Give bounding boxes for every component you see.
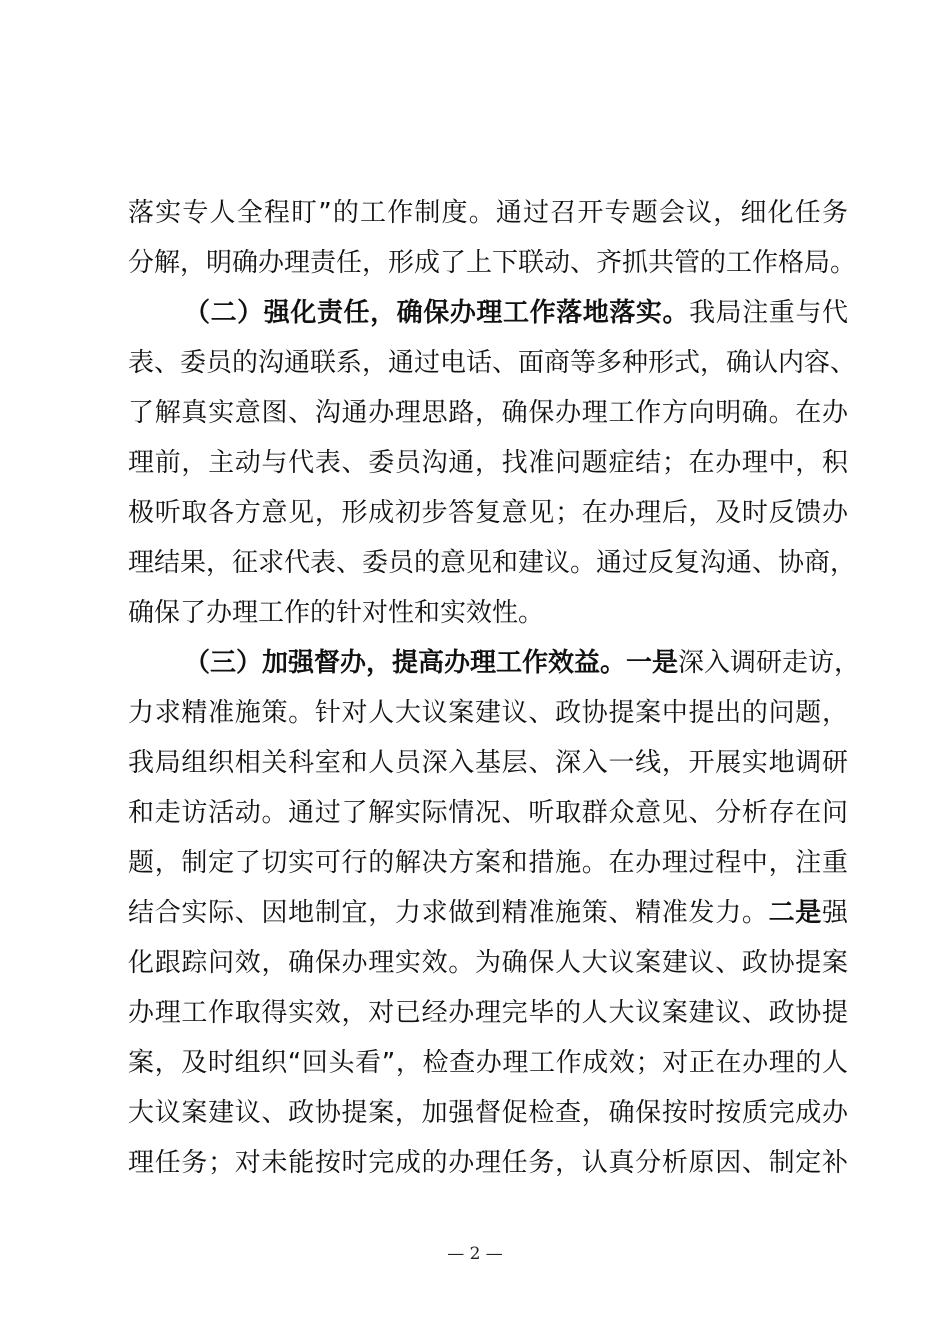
text-segment: 化跟踪问效，确保办理实效。为确保人大议案建议、政协提案 bbox=[128, 948, 848, 978]
text-line bbox=[128, 438, 848, 488]
text-segment: 深入调研走访， bbox=[678, 648, 861, 678]
page-number: — 2 — bbox=[447, 1244, 503, 1264]
bold-text-segment: （三）加强督办，提高办理工作效益。一是 bbox=[184, 648, 679, 678]
text-segment: 理任务；对未能按时完成的办理任务，认真分析原因、制定补 bbox=[128, 1148, 848, 1178]
text-line bbox=[128, 788, 848, 838]
text-line bbox=[128, 988, 848, 1038]
text-line bbox=[128, 1038, 848, 1088]
text-line bbox=[128, 838, 848, 888]
text-segment: 结合实际、因地制宜，力求做到精准施策、精准发力。 bbox=[128, 898, 769, 928]
text-line bbox=[128, 388, 848, 438]
text-segment: 大议案建议、政协提案，加强督促检查，确保按时按质完成办 bbox=[128, 1098, 848, 1128]
text-segment: 分解，明确办理责任，形成了上下联动、齐抓共管的工作格局。 bbox=[128, 248, 857, 278]
text-segment: 理前，主动与代表、委员沟通，找准问题症结；在办理中，积 bbox=[128, 448, 848, 478]
text-segment: 落实专人全程盯”的工作制度。通过召开专题会议，细化任务 bbox=[128, 198, 848, 228]
text-segment: 办理工作取得实效，对已经办理完毕的人大议案建议、政协提 bbox=[128, 998, 848, 1028]
bold-text-segment: （二）强化责任，确保办理工作落地落实。 bbox=[184, 298, 690, 328]
text-line bbox=[128, 738, 848, 788]
text-line bbox=[128, 1138, 848, 1188]
text-segment: 案，及时组织“回头看”，检查办理工作成效；对正在办理的人 bbox=[128, 1048, 848, 1078]
text-line bbox=[128, 638, 861, 688]
text-line bbox=[128, 338, 857, 388]
text-line bbox=[128, 588, 848, 638]
text-line bbox=[128, 288, 848, 338]
text-segment: 力求精准施策。针对人大议案建议、政协提案中提出的问题， bbox=[128, 698, 848, 728]
text-line bbox=[128, 538, 857, 588]
text-segment: 题，制定了切实可行的解决方案和措施。在办理过程中，注重 bbox=[128, 848, 848, 878]
text-segment: 了解真实意图、沟通办理思路，确保办理工作方向明确。在办 bbox=[128, 398, 848, 428]
text-line bbox=[128, 488, 848, 538]
text-line bbox=[128, 938, 848, 988]
text-segment: 和走访活动。通过了解实际情况、听取群众意见、分析存在问 bbox=[128, 798, 848, 828]
text-segment: 极听取各方意见，形成初步答复意见；在办理后，及时反馈办 bbox=[128, 498, 848, 528]
text-line bbox=[128, 1088, 848, 1138]
text-segment: 强 bbox=[821, 898, 848, 928]
text-line bbox=[128, 688, 848, 738]
text-segment: 表、委员的沟通联系，通过电话、面商等多种形式，确认内容、 bbox=[128, 348, 857, 378]
text-segment: 我局注重与代 bbox=[689, 298, 848, 328]
text-line bbox=[128, 188, 848, 238]
text-line bbox=[128, 888, 848, 938]
text-segment: 理结果，征求代表、委员的意见和建议。通过反复沟通、协商， bbox=[128, 548, 857, 578]
bold-text-segment: 二是 bbox=[768, 898, 822, 928]
text-segment: 我局组织相关科室和人员深入基层、深入一线，开展实地调研 bbox=[128, 748, 848, 778]
text-line bbox=[128, 238, 857, 288]
text-segment: 确保了办理工作的针对性和实效性。 bbox=[128, 598, 545, 628]
